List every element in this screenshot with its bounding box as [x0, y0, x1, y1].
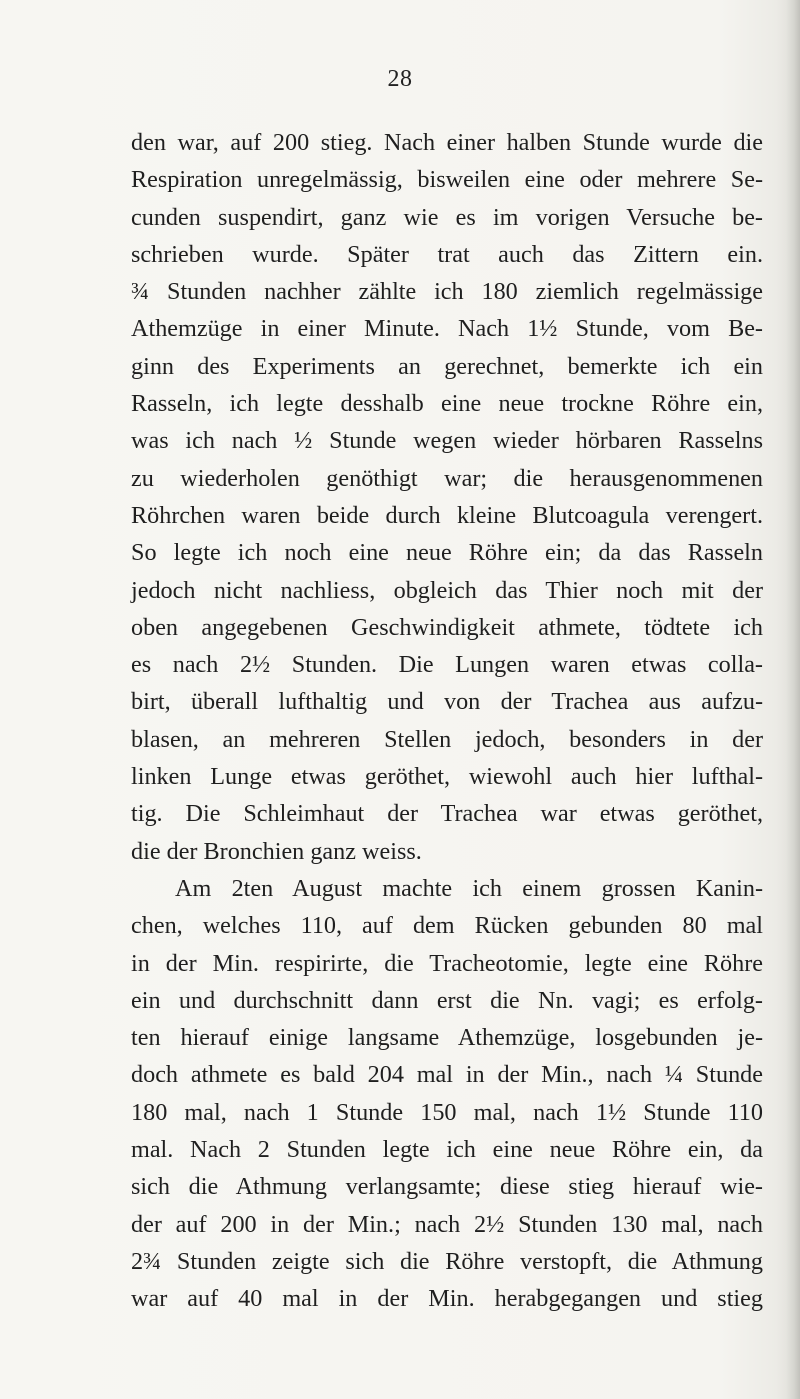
text-line: ten hierauf einige langsame Athemzüge, losgebunden je- [131, 1024, 763, 1052]
text-line: ein und durchschnitt dann erst die Nn. vagi; es erfolg- [131, 986, 763, 1014]
text-line: sich die Athmung verlangsamte; diese stieg hierauf wie- [131, 1173, 763, 1201]
body-text [131, 124, 763, 1318]
text-line: cunden suspendirt, ganz wie es im vorigen Versuche be- [131, 203, 763, 231]
text-line: ginn des Experiments an gerechnet, bemerkte ich ein [131, 352, 763, 380]
text-line: mal. Nach 2 Stunden legte ich eine neue Röhre ein, da [131, 1136, 763, 1164]
text-line: tig. Die Schleimhaut der Trachea war etwas geröthet, [131, 800, 763, 828]
text-line: linken Lunge etwas geröthet, wiewohl auch hier lufthal- [131, 763, 763, 791]
page-number: 28 [387, 66, 413, 92]
text-line: schrieben wurde. Später trat auch das Zittern ein. [131, 240, 763, 268]
text-line: 2¾ Stunden zeigte sich die Röhre verstopft, die Athmung [131, 1247, 763, 1275]
page-edge-shadow [786, 0, 800, 1399]
text-line: 180 mal, nach 1 Stunde 150 mal, nach 1½ Stunde 110 [131, 1098, 763, 1126]
text-line: doch athmete es bald 204 mal in der Min., nach ¼ Stunde [131, 1061, 763, 1089]
text-line: war auf 40 mal in der Min. herabgegangen und stieg [131, 1285, 763, 1313]
text-line: oben angegebenen Geschwindigkeit athmete, tödtete ich [131, 613, 763, 641]
paragraph-end-line: die der Bronchien ganz weiss. [131, 837, 422, 865]
text-line: es nach 2½ Stunden. Die Lungen waren etwas colla- [131, 651, 763, 679]
text-line: ¾ Stunden nachher zählte ich 180 ziemlich regelmässige [131, 278, 763, 306]
text-line: zu wiederholen genöthigt war; die herausgenommenen [131, 464, 763, 492]
text-line: So legte ich noch eine neue Röhre ein; da das Rasseln [131, 539, 763, 567]
text-line: Athemzüge in einer Minute. Nach 1½ Stunde, vom Be- [131, 315, 763, 343]
paragraph-start-line: Am 2ten August machte ich einem grossen Kanin- [175, 874, 763, 902]
text-line: der auf 200 in der Min.; nach 2½ Stunden 130 mal, nach [131, 1210, 763, 1238]
text-line: jedoch nicht nachliess, obgleich das Thier noch mit der [131, 576, 763, 604]
text-line: birt, überall lufthaltig und von der Trachea aus aufzu- [131, 688, 763, 716]
text-line: in der Min. respirirte, die Tracheotomie, legte eine Röhre [131, 949, 763, 977]
text-line: blasen, an mehreren Stellen jedoch, besonders in der [131, 725, 763, 753]
text-line: Respiration unregelmässig, bisweilen eine oder mehrere Se- [131, 166, 763, 194]
text-line: was ich nach ½ Stunde wegen wieder hörbaren Rasselns [131, 427, 763, 455]
text-line: den war, auf 200 stieg. Nach einer halben Stunde wurde die [131, 129, 763, 156]
text-line: Röhrchen waren beide durch kleine Blutcoagula verengert. [131, 501, 763, 529]
text-line: Rasseln, ich legte desshalb eine neue trockne Röhre ein, [131, 390, 763, 418]
text-line: chen, welches 110, auf dem Rücken gebunden 80 mal [131, 912, 763, 940]
